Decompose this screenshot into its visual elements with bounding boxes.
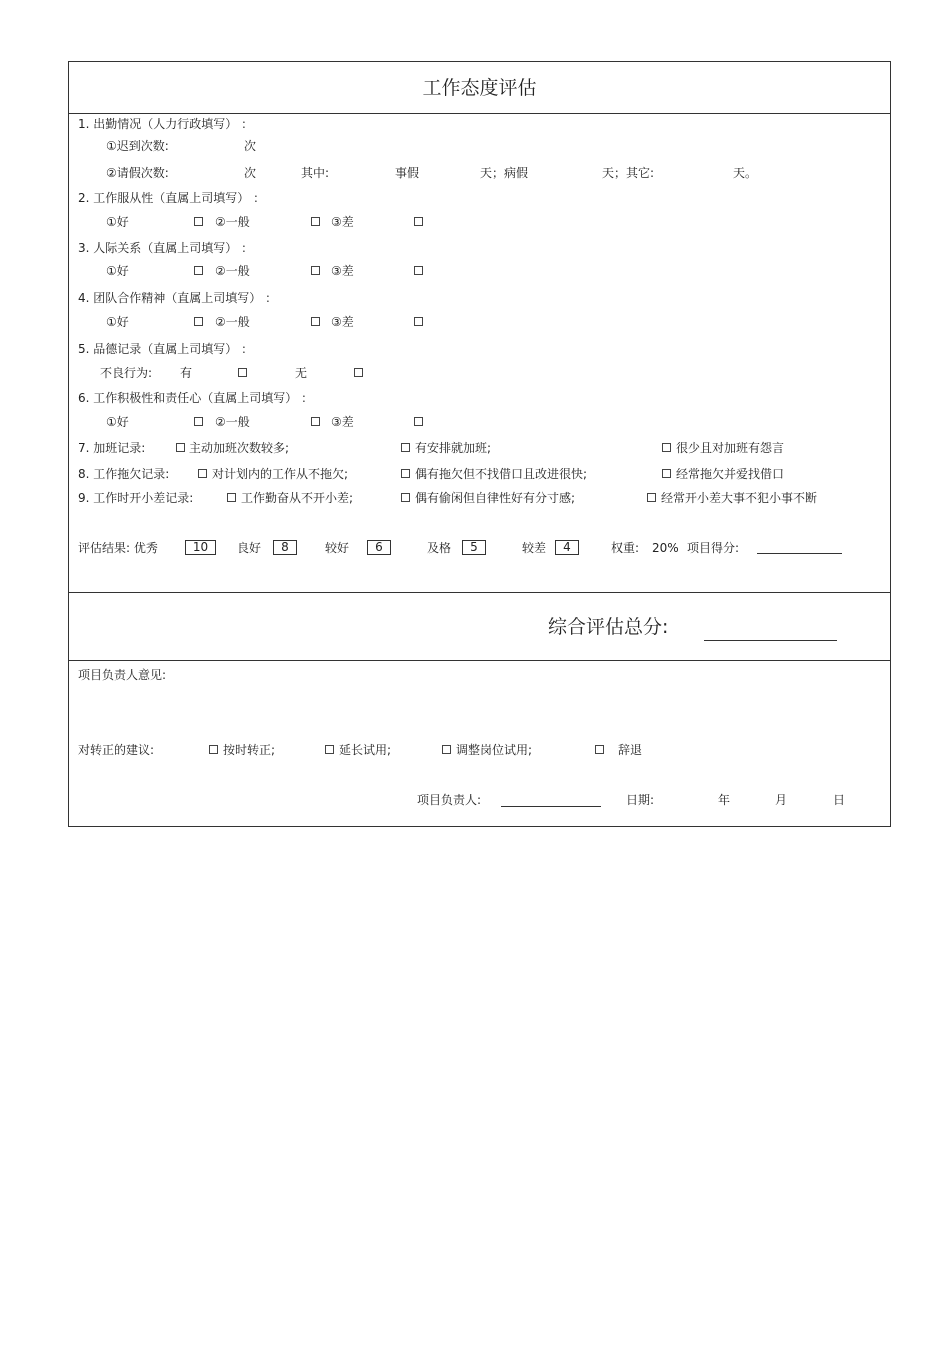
day-label: 日 — [833, 793, 846, 807]
option-average-label: ②一般 — [215, 215, 250, 229]
option-poor-label: ③差 — [331, 315, 354, 329]
checkbox-poor[interactable] — [414, 417, 423, 426]
total-score-field[interactable] — [704, 640, 837, 641]
option-average-label: ②一般 — [215, 315, 250, 329]
checkbox-delay-occasional[interactable] — [401, 469, 410, 478]
section8-heading: 8. 工作拖欠记录: — [78, 467, 170, 481]
manager-signature-label: 项目负责人: — [417, 793, 482, 807]
section9-heading: 9. 工作时开小差记录: — [78, 491, 194, 505]
checkbox-slack-frequent[interactable] — [647, 493, 656, 502]
item-score-field[interactable] — [757, 553, 842, 554]
late-count-label: ①迟到次数: — [106, 139, 169, 153]
section3-heading: 3. 人际关系（直属上司填写） ： — [78, 241, 254, 255]
section6-heading: 6. 工作积极性和责任心（直属上司填写） ： — [78, 391, 314, 405]
checkbox-poor[interactable] — [414, 317, 423, 326]
slack-occasional-label: 偶有偷闲但自律性好有分寸感; — [415, 491, 576, 505]
leave-count-unit: 次 — [244, 166, 257, 180]
dismiss-label: 辞退 — [618, 743, 643, 757]
section2-heading: 2. 工作服从性（直属上司填写） ： — [78, 191, 266, 205]
option-good-label: ①好 — [106, 315, 129, 329]
option-good-label: ①好 — [106, 264, 129, 278]
overtime-arranged-label: 有安排就加班; — [415, 441, 492, 455]
delay-frequent-label: 经常拖欠并爱找借口 — [676, 467, 785, 481]
section7-heading: 7. 加班记录: — [78, 441, 146, 455]
attitude-evaluation-form — [68, 61, 891, 827]
checkbox-average[interactable] — [311, 266, 320, 275]
checkbox-average[interactable] — [311, 417, 320, 426]
slack-frequent-label: 经常开小差大事不犯小事不断 — [661, 491, 818, 505]
checkbox-on-time[interactable] — [209, 745, 218, 754]
evaluation-divider — [69, 592, 890, 593]
checkbox-good[interactable] — [194, 317, 203, 326]
checkbox-good[interactable] — [194, 266, 203, 275]
checkbox-delay-frequent[interactable] — [662, 469, 671, 478]
score-pass: 5 — [462, 540, 486, 555]
evaluation-result-label: 评估结果: 优秀 — [78, 541, 158, 555]
total-divider — [69, 660, 890, 661]
adjust-label: 调整岗位试用; — [456, 743, 533, 757]
other-leave-label: 天；其它: — [602, 166, 655, 180]
delay-occasional-label: 偶有拖欠但不找借口且改进很快; — [415, 467, 588, 481]
score-excellent: 10 — [185, 540, 216, 555]
checkbox-slack-never[interactable] — [227, 493, 236, 502]
section5-heading: 5. 品德记录（直属上司填写） ： — [78, 342, 254, 356]
fair-label: 较好 — [325, 541, 350, 555]
section1-heading: 1. 出勤情况（人力行政填写） ： — [78, 117, 254, 131]
checkbox-adjust[interactable] — [442, 745, 451, 754]
option-good-label: ①好 — [106, 415, 129, 429]
pass-label: 及格 — [427, 541, 452, 555]
day-end-label: 天。 — [733, 166, 758, 180]
checkbox-average[interactable] — [311, 317, 320, 326]
checkbox-poor[interactable] — [414, 217, 423, 226]
good-label: 良好 — [237, 541, 262, 555]
poor-label: 较差 — [522, 541, 547, 555]
on-time-label: 按时转正; — [223, 743, 276, 757]
month-label: 月 — [775, 793, 788, 807]
checkbox-average[interactable] — [311, 217, 320, 226]
checkbox-yes[interactable] — [238, 368, 247, 377]
slack-never-label: 工作勤奋从不开小差; — [241, 491, 354, 505]
extend-label: 延长试用; — [339, 743, 392, 757]
confirmation-suggestion-label: 对转正的建议: — [78, 743, 155, 757]
checkbox-overtime-active[interactable] — [176, 443, 185, 452]
sick-leave-label: 天；病假 — [480, 166, 529, 180]
overtime-active-label: 主动加班次数较多; — [189, 441, 290, 455]
option-average-label: ②一般 — [215, 264, 250, 278]
checkbox-good[interactable] — [194, 217, 203, 226]
checkbox-extend[interactable] — [325, 745, 334, 754]
total-score-label: 综合评估总分: — [548, 616, 669, 638]
section4-heading: 4. 团队合作精神（直属上司填写） ： — [78, 291, 278, 305]
option-poor-label: ③差 — [331, 415, 354, 429]
overtime-rare-label: 很少且对加班有怨言 — [676, 441, 785, 455]
score-poor: 4 — [555, 540, 579, 555]
year-label: 年 — [718, 793, 731, 807]
manager-signature-field[interactable] — [501, 806, 601, 807]
personal-leave-label: 事假 — [395, 166, 420, 180]
option-poor-label: ③差 — [331, 264, 354, 278]
yes-label: 有 — [180, 366, 193, 380]
late-count-unit: 次 — [244, 139, 257, 153]
checkbox-good[interactable] — [194, 417, 203, 426]
item-score-label: 项目得分: — [687, 541, 740, 555]
checkbox-overtime-rare[interactable] — [662, 443, 671, 452]
title-divider — [69, 113, 890, 114]
score-fair: 6 — [367, 540, 391, 555]
score-good: 8 — [273, 540, 297, 555]
date-label: 日期: — [626, 793, 655, 807]
checkbox-dismiss[interactable] — [595, 745, 604, 754]
bad-behavior-label: 不良行为: — [100, 366, 153, 380]
checkbox-no[interactable] — [354, 368, 363, 377]
checkbox-poor[interactable] — [414, 266, 423, 275]
option-good-label: ①好 — [106, 215, 129, 229]
of-which-label: 其中: — [301, 166, 330, 180]
weight-value: 20% — [652, 541, 679, 555]
leave-count-label: ②请假次数: — [106, 166, 169, 180]
manager-opinion-label: 项目负责人意见: — [78, 668, 167, 682]
delay-never-label: 对计划内的工作从不拖欠; — [212, 467, 349, 481]
no-label: 无 — [295, 366, 308, 380]
checkbox-delay-never[interactable] — [198, 469, 207, 478]
checkbox-overtime-arranged[interactable] — [401, 443, 410, 452]
option-average-label: ②一般 — [215, 415, 250, 429]
form-title: 工作态度评估 — [422, 77, 537, 99]
weight-label: 权重: — [611, 541, 640, 555]
checkbox-slack-occasional[interactable] — [401, 493, 410, 502]
option-poor-label: ③差 — [331, 215, 354, 229]
